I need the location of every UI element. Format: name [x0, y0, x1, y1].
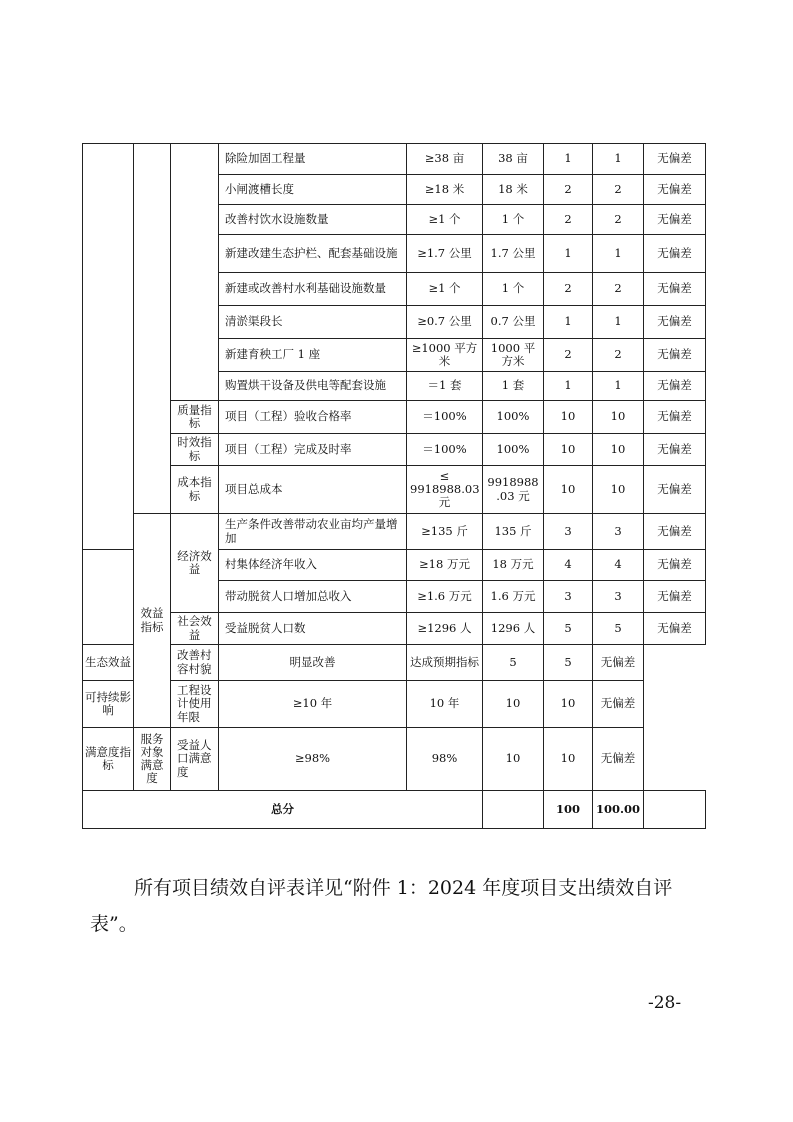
actual-value: 1296 人 — [483, 613, 544, 645]
category-cell: 经济效益 — [171, 514, 219, 613]
target-value: ≥135 斤 — [407, 514, 483, 550]
weight-value: 5 — [544, 613, 593, 645]
deviation-value: 无偏差 — [644, 401, 706, 434]
category-cell: 生态效益 — [83, 645, 134, 681]
target-value: ≥10 年 — [219, 681, 407, 728]
actual-value: 1 个 — [483, 205, 544, 235]
total-weight: 100 — [544, 791, 593, 829]
indicator-name: 小闸渡槽长度 — [219, 175, 407, 205]
indicator-name: 项目（工程）完成及时率 — [219, 434, 407, 466]
indicator-name: 改善村饮水设施数量 — [219, 205, 407, 235]
indicator-name: 清淤渠段长 — [219, 306, 407, 339]
benefit-indicator-cell: 效益指标 — [134, 514, 171, 728]
deviation-value: 无偏差 — [593, 728, 644, 791]
deviation-value: 无偏差 — [644, 466, 706, 514]
narrative-paragraph: 所有项目绩效自评表详见“附件 1：2024 年度项目支出绩效自评表”。 — [90, 877, 673, 935]
weight-value: 1 — [544, 235, 593, 273]
indicator-name: 新建改建生态护栏、配套基础设施 — [219, 235, 407, 273]
deviation-value: 无偏差 — [644, 339, 706, 372]
actual-value: 1 套 — [483, 372, 544, 401]
indicator-name: 村集体经济年收入 — [219, 550, 407, 581]
target-value: ≥1.7 公里 — [407, 235, 483, 273]
score-value: 1 — [593, 372, 644, 401]
target-value: ≥18 万元 — [407, 550, 483, 581]
score-value: 2 — [593, 339, 644, 372]
level2-cell — [134, 144, 171, 514]
table-row — [83, 144, 706, 175]
actual-value: 9918988 .03 元 — [483, 466, 544, 514]
indicator-name: 受益人口满意度 — [171, 728, 219, 791]
score-value: 5 — [593, 613, 644, 645]
target-value: ≥98% — [219, 728, 407, 791]
total-row — [83, 791, 706, 829]
target-value: ≥1 个 — [407, 205, 483, 235]
indicator-name: 带动脱贫人口增加总收入 — [219, 581, 407, 613]
target-value: ≥1.6 万元 — [407, 581, 483, 613]
deviation-value: 无偏差 — [644, 613, 706, 645]
score-value: 4 — [593, 550, 644, 581]
target-value: ≥1 个 — [407, 273, 483, 306]
deviation-value: 无偏差 — [644, 235, 706, 273]
deviation-value: 无偏差 — [644, 144, 706, 175]
blank-cell — [83, 550, 134, 645]
actual-value: 1.7 公里 — [483, 235, 544, 273]
target-value: ≥38 亩 — [407, 144, 483, 175]
score-value: 3 — [593, 581, 644, 613]
category-cell: 时效指标 — [171, 434, 219, 466]
score-value: 1 — [593, 144, 644, 175]
target-value: ≤ 9918988.03 元 — [407, 466, 483, 514]
weight-value: 4 — [544, 550, 593, 581]
weight-value: 10 — [544, 401, 593, 434]
target-value: ≥0.7 公里 — [407, 306, 483, 339]
blank-cell — [483, 791, 544, 829]
score-value: 10 — [544, 681, 593, 728]
weight-value: 1 — [544, 306, 593, 339]
score-value: 2 — [593, 273, 644, 306]
indicator-name: 改善村容村貌 — [171, 645, 219, 681]
actual-value: 达成预期指标 — [407, 645, 483, 681]
category-cell: 服务对象满意度 — [134, 728, 171, 791]
score-value: 2 — [593, 175, 644, 205]
level2-cell: 满意度指标 — [83, 728, 134, 791]
deviation-value: 无偏差 — [644, 175, 706, 205]
table-row — [83, 681, 706, 728]
indicator-name: 受益脱贫人口数 — [219, 613, 407, 645]
actual-value: 18 万元 — [483, 550, 544, 581]
category-cell: 社会效益 — [171, 613, 219, 645]
weight-value: 10 — [544, 434, 593, 466]
deviation-value: 无偏差 — [593, 681, 644, 728]
target-value: ≥1000 平方米 — [407, 339, 483, 372]
actual-value: 100% — [483, 434, 544, 466]
deviation-value: 无偏差 — [644, 273, 706, 306]
table-row — [83, 434, 706, 466]
score-value: 1 — [593, 306, 644, 339]
performance-score-table — [82, 143, 706, 829]
category-cell: 可持续影响 — [83, 681, 134, 728]
deviation-value: 无偏差 — [644, 205, 706, 235]
weight-value: 3 — [544, 514, 593, 550]
actual-value: 1000 平方米 — [483, 339, 544, 372]
table-row — [83, 514, 706, 550]
score-value: 10 — [593, 466, 644, 514]
deviation-value: 无偏差 — [644, 550, 706, 581]
level1-cell — [83, 144, 134, 550]
table-row — [83, 645, 706, 681]
target-value: ＝1 套 — [407, 372, 483, 401]
weight-value: 10 — [544, 466, 593, 514]
target-value: ≥1296 人 — [407, 613, 483, 645]
target-value: 明显改善 — [219, 645, 407, 681]
table-row — [83, 613, 706, 645]
score-value: 10 — [593, 434, 644, 466]
target-value: ＝100% — [407, 401, 483, 434]
weight-value: 2 — [544, 273, 593, 306]
deviation-value: 无偏差 — [644, 581, 706, 613]
weight-value: 2 — [544, 339, 593, 372]
indicator-name: 项目总成本 — [219, 466, 407, 514]
deviation-value: 无偏差 — [644, 514, 706, 550]
score-value: 10 — [544, 728, 593, 791]
total-label: 总分 — [83, 791, 483, 829]
deviation-value: 无偏差 — [644, 434, 706, 466]
category-cell: 质量指标 — [171, 401, 219, 434]
actual-value: 1.6 万元 — [483, 581, 544, 613]
indicator-name: 工程设计使用年限 — [171, 681, 219, 728]
actual-value: 38 亩 — [483, 144, 544, 175]
indicator-name: 项目（工程）验收合格率 — [219, 401, 407, 434]
category-cell: 成本指标 — [171, 466, 219, 514]
actual-value: 100% — [483, 401, 544, 434]
weight-value: 2 — [544, 205, 593, 235]
indicator-name: 新建或改善村水利基础设施数量 — [219, 273, 407, 306]
score-value: 2 — [593, 205, 644, 235]
target-value: ＝100% — [407, 434, 483, 466]
weight-value: 1 — [544, 372, 593, 401]
indicator-name: 新建育秧工厂 1 座 — [219, 339, 407, 372]
actual-value: 10 年 — [407, 681, 483, 728]
weight-value: 5 — [483, 645, 544, 681]
total-score: 100.00 — [593, 791, 644, 829]
actual-value: 1 个 — [483, 273, 544, 306]
score-value: 5 — [544, 645, 593, 681]
actual-value: 98% — [407, 728, 483, 791]
score-value: 1 — [593, 235, 644, 273]
actual-value: 135 斤 — [483, 514, 544, 550]
table-row — [83, 728, 706, 791]
page-number: -28- — [648, 993, 682, 1013]
deviation-value: 无偏差 — [593, 645, 644, 681]
score-value: 3 — [593, 514, 644, 550]
weight-value: 1 — [544, 144, 593, 175]
blank-cell — [644, 791, 706, 829]
deviation-value: 无偏差 — [644, 306, 706, 339]
actual-value: 18 米 — [483, 175, 544, 205]
score-value: 10 — [593, 401, 644, 434]
weight-value: 10 — [483, 728, 544, 791]
deviation-value: 无偏差 — [644, 372, 706, 401]
table-row — [83, 466, 706, 514]
table-row — [83, 401, 706, 434]
target-value: ≥18 米 — [407, 175, 483, 205]
weight-value: 2 — [544, 175, 593, 205]
indicator-name: 生产条件改善带动农业亩均产量增加 — [219, 514, 407, 550]
weight-value: 3 — [544, 581, 593, 613]
indicator-name: 除险加固工程量 — [219, 144, 407, 175]
actual-value: 0.7 公里 — [483, 306, 544, 339]
weight-value: 10 — [483, 681, 544, 728]
quantity-category-cell — [171, 144, 219, 401]
indicator-name: 购置烘干设备及供电等配套设施 — [219, 372, 407, 401]
